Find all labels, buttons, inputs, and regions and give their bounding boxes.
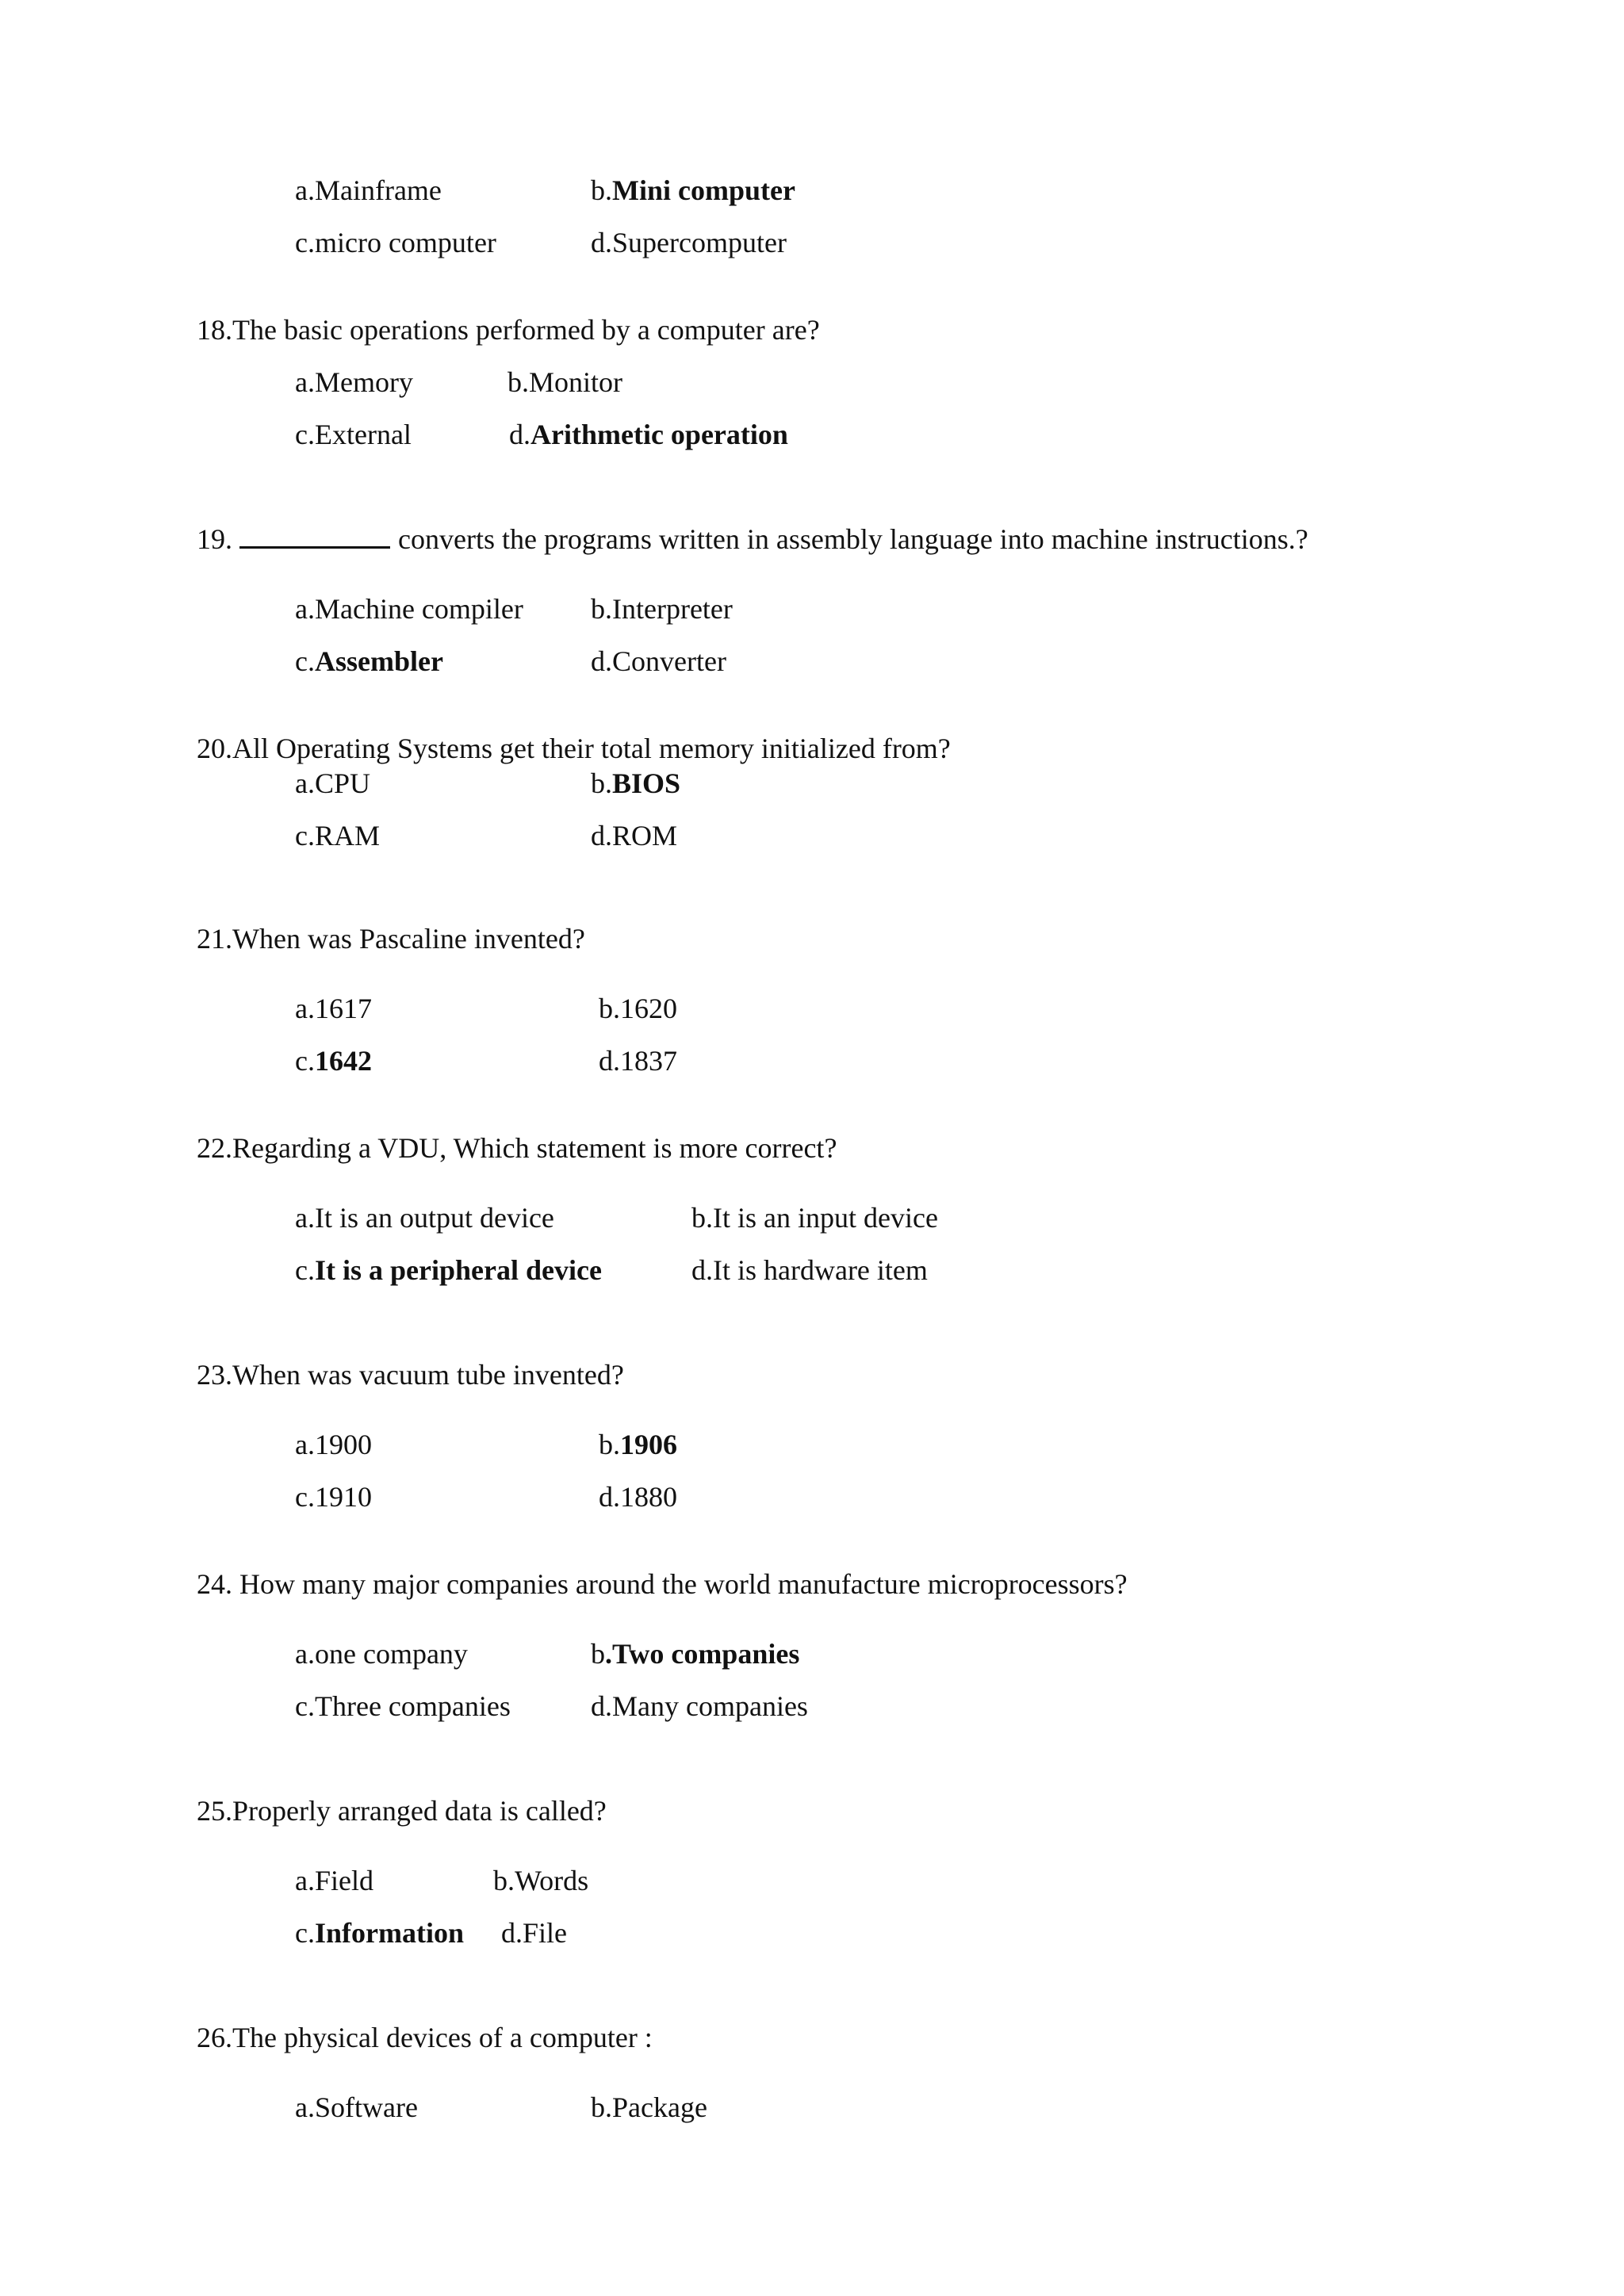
question-24: 24. How many major companies around the world manufacture microprocessors?: [197, 1568, 1128, 1600]
option-19b: [591, 591, 733, 626]
option-25c-correct: [295, 1915, 464, 1950]
option-text: It is an input device: [713, 1202, 938, 1234]
option-text: Mainframe: [314, 174, 442, 206]
option-text: Information: [314, 1917, 464, 1949]
option-prefix: b.: [508, 366, 529, 398]
fill-in-blank: [239, 522, 390, 549]
option-22c-correct: [295, 1253, 602, 1288]
option-text: File: [523, 1917, 568, 1949]
option-prefix: d.: [591, 227, 612, 258]
option-21d: [599, 1043, 677, 1078]
option-prefix: a.: [295, 767, 315, 799]
option-23b-correct: [599, 1427, 677, 1462]
option-prefix: c.: [295, 1917, 315, 1949]
option-26a: [295, 2090, 418, 2125]
option-25b: [493, 1863, 588, 1898]
question-22: 22.Regarding a VDU, Which statement is more correct?: [197, 1132, 837, 1164]
option-text: BIOS: [612, 767, 681, 799]
option-prefix: d.: [591, 645, 612, 677]
option-text: 1642: [314, 1045, 372, 1077]
option-text: 1900: [314, 1429, 372, 1460]
option-prefix: a.: [295, 2091, 315, 2123]
option-text: Memory: [314, 366, 413, 398]
option-24c: [295, 1689, 511, 1724]
option-text: Software: [314, 2091, 418, 2123]
option-20b-correct: [591, 766, 680, 801]
question-number: 19.: [197, 523, 232, 555]
option-prefix: a.: [295, 1638, 315, 1670]
option-prefix: a.: [295, 366, 315, 398]
option-text: It is a peripheral device: [314, 1254, 602, 1286]
option-prefix: d.: [691, 1254, 713, 1286]
option-18d-correct: [509, 417, 788, 452]
option-22d: [691, 1253, 928, 1288]
option-text: 1620: [620, 993, 677, 1024]
option-23d: [599, 1479, 677, 1514]
option-17a: [295, 173, 442, 208]
option-text: ROM: [612, 820, 678, 851]
option-text: .Two companies: [605, 1638, 800, 1670]
option-prefix: a.: [295, 1202, 315, 1234]
option-prefix: a.: [295, 174, 315, 206]
option-text: Mini computer: [612, 174, 795, 206]
question-19: [197, 522, 1308, 557]
option-text: RAM: [314, 820, 381, 851]
option-25a: [295, 1863, 373, 1898]
option-prefix: a.: [295, 993, 315, 1024]
option-prefix: d.: [599, 1045, 620, 1077]
option-prefix: c.: [295, 1481, 315, 1513]
option-17d: [591, 225, 787, 260]
option-text: Supercomputer: [612, 227, 787, 258]
option-prefix: d.: [509, 419, 530, 450]
option-text: Words: [515, 1865, 589, 1896]
option-text: 1906: [620, 1429, 677, 1460]
option-text: Machine compiler: [314, 593, 523, 625]
option-text: External: [314, 419, 412, 450]
option-text: Assembler: [314, 645, 443, 677]
option-prefix: c.: [295, 820, 315, 851]
option-text: 1617: [314, 993, 372, 1024]
option-prefix: b.: [691, 1202, 713, 1234]
option-prefix: b.: [591, 2091, 612, 2123]
option-26b: [591, 2090, 707, 2125]
option-prefix: c.: [295, 645, 315, 677]
option-21a: [295, 991, 372, 1026]
option-prefix: b.: [599, 1429, 620, 1460]
option-23a: [295, 1427, 372, 1462]
question-20: 20.All Operating Systems get their total memory initialized from?: [197, 733, 951, 764]
option-prefix: d.: [599, 1481, 620, 1513]
option-text: Field: [314, 1865, 373, 1896]
question-26: 26.The physical devices of a computer :: [197, 2022, 653, 2053]
option-prefix: c.: [295, 1045, 315, 1077]
option-19a: [295, 591, 523, 626]
option-prefix: c.: [295, 1690, 315, 1722]
option-prefix: a.: [295, 1429, 315, 1460]
option-text: 1910: [314, 1481, 372, 1513]
option-prefix: a.: [295, 593, 315, 625]
option-text: Monitor: [529, 366, 623, 398]
option-17c: [295, 225, 496, 260]
option-text: one company: [314, 1638, 468, 1670]
option-text: It is an output device: [314, 1202, 554, 1234]
option-19d: [591, 644, 726, 679]
option-prefix: d.: [501, 1917, 523, 1949]
option-21c-correct: [295, 1043, 372, 1078]
option-text: CPU: [314, 767, 371, 799]
option-prefix: b.: [599, 993, 620, 1024]
option-text: 1880: [620, 1481, 677, 1513]
question-text: converts the programs written in assembly language into machine instructions.?: [398, 523, 1308, 555]
option-text: Package: [612, 2091, 707, 2123]
option-21b: [599, 991, 677, 1026]
option-17b-correct: [591, 173, 795, 208]
option-prefix: d.: [591, 1690, 612, 1722]
question-18: 18.The basic operations performed by a computer are?: [197, 314, 820, 346]
option-text: Three companies: [314, 1690, 511, 1722]
question-25: 25.Properly arranged data is called?: [197, 1795, 607, 1827]
option-text: Arithmetic operation: [530, 419, 788, 450]
option-25d: [501, 1915, 567, 1950]
option-22a: [295, 1200, 554, 1235]
option-19c-correct: [295, 644, 443, 679]
option-prefix: d.: [591, 820, 612, 851]
option-22b: [691, 1200, 938, 1235]
option-prefix: c.: [295, 227, 315, 258]
option-18a: [295, 365, 413, 400]
option-text: 1837: [620, 1045, 677, 1077]
option-24a: [295, 1636, 468, 1671]
option-prefix: c.: [295, 419, 315, 450]
option-text: It is hardware item: [713, 1254, 928, 1286]
option-prefix: a.: [295, 1865, 315, 1896]
option-24b-correct: [591, 1636, 799, 1671]
option-text: micro computer: [314, 227, 496, 258]
option-20c: [295, 818, 380, 853]
option-prefix: b.: [591, 767, 612, 799]
option-20d: [591, 818, 677, 853]
option-text: Interpreter: [612, 593, 733, 625]
option-text: Converter: [612, 645, 726, 677]
option-prefix: b: [591, 1638, 605, 1670]
option-prefix: b.: [493, 1865, 515, 1896]
option-text: Many companies: [612, 1690, 808, 1722]
question-21: 21.When was Pascaline invented?: [197, 923, 585, 955]
option-prefix: b.: [591, 593, 612, 625]
question-23: 23.When was vacuum tube invented?: [197, 1359, 624, 1391]
option-18c: [295, 417, 412, 452]
option-prefix: b.: [591, 174, 612, 206]
option-23c: [295, 1479, 372, 1514]
option-prefix: c.: [295, 1254, 315, 1286]
option-20a: [295, 766, 370, 801]
option-18b: [508, 365, 622, 400]
option-24d: [591, 1689, 808, 1724]
